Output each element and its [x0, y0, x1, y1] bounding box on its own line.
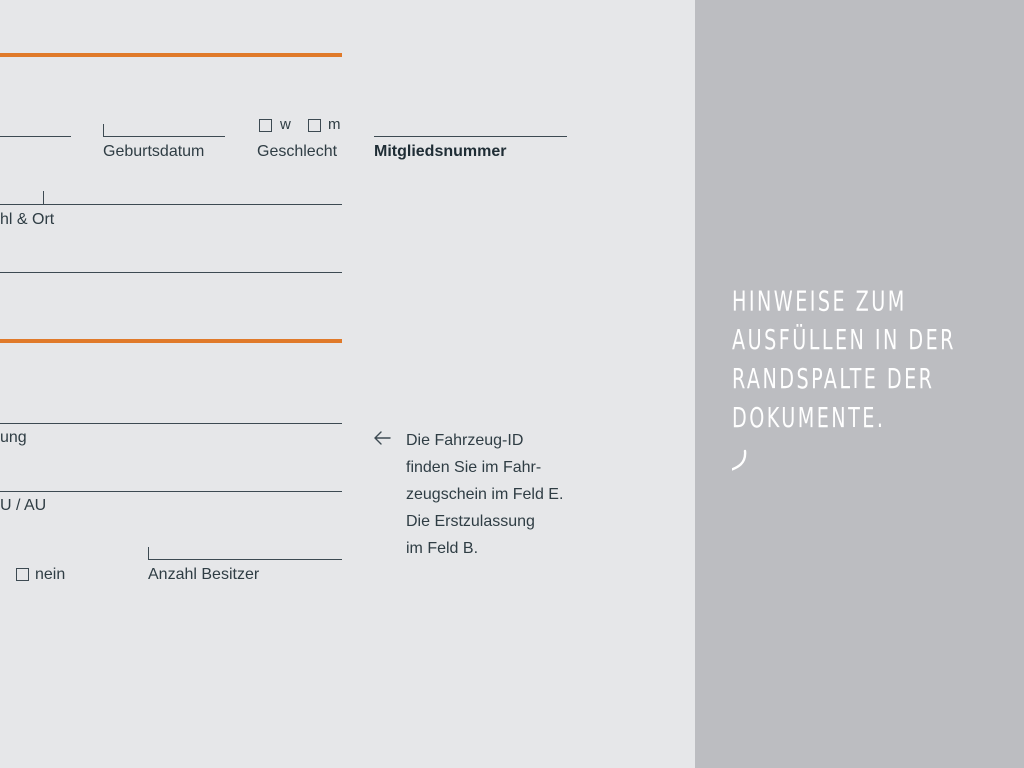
hint-line: Die Fahrzeug-ID [406, 432, 524, 449]
gender-checkbox-m[interactable] [308, 119, 321, 132]
gender-option-m: m [328, 116, 341, 133]
handwritten-line: RANDSPALTE DER [732, 362, 935, 395]
arrow-left-icon [372, 430, 392, 446]
birthdate-field-tick [103, 124, 104, 136]
section-divider-top [0, 53, 342, 57]
gender-checkbox-w[interactable] [259, 119, 272, 132]
gender-option-w: w [280, 116, 291, 133]
no-checkbox[interactable] [16, 568, 29, 581]
no-option-label: nein [35, 566, 66, 583]
member-number-label: Mitgliedsnummer [374, 143, 507, 160]
hint-line: Die Erstzulassung [406, 513, 535, 530]
address-partial-label: hl & Ort [0, 211, 55, 228]
address-field-tick [43, 191, 44, 204]
pointer-stroke-icon [732, 451, 745, 473]
birthdate-label: Geburtsdatum [103, 143, 205, 160]
member-number-field-line[interactable] [374, 136, 567, 137]
section-divider-middle [0, 339, 342, 343]
inspection-partial-label: U / AU [0, 497, 47, 514]
birthdate-field-line[interactable] [103, 136, 225, 137]
name-field-line[interactable] [0, 136, 71, 137]
hint-line: zeugschein im Feld E. [406, 486, 564, 503]
hint-line: im Feld B. [406, 540, 479, 557]
extra-field-line[interactable] [0, 272, 342, 273]
hint-line: finden Sie im Fahr- [406, 459, 542, 476]
vehicle-field-line[interactable] [0, 423, 342, 424]
vehicle-partial-label: ung [0, 429, 27, 446]
owner-count-field-line[interactable] [148, 559, 342, 560]
inspection-field-line[interactable] [0, 491, 342, 492]
owner-count-field-tick [148, 547, 149, 559]
gender-label: Geschlecht [257, 143, 338, 160]
handwritten-line: HINWEISE ZUM [732, 284, 907, 317]
address-field-line[interactable] [0, 204, 342, 205]
owner-count-label: Anzahl Besitzer [148, 566, 260, 583]
vehicle-id-hint [406, 427, 563, 562]
handwritten-margin-note [732, 283, 982, 483]
handwritten-line: AUSFÜLLEN IN DER [732, 323, 956, 356]
handwritten-line: DOKUMENTE. [732, 401, 886, 434]
